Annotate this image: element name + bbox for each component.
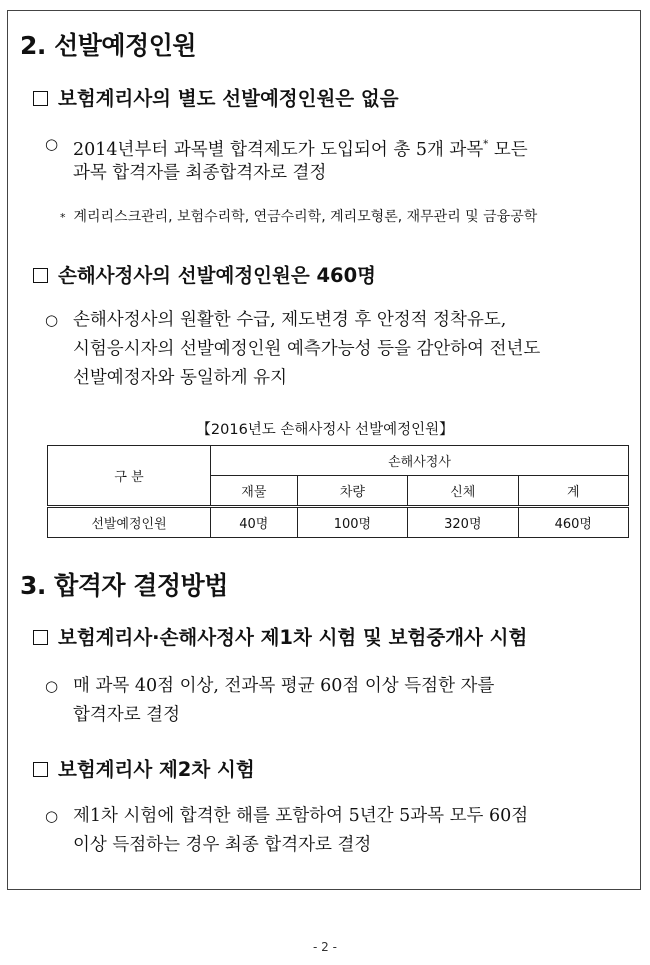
table-col-header: 계 — [518, 476, 628, 507]
table-cell: 320명 — [408, 507, 518, 538]
section-2-item-1-paragraph — [45, 130, 635, 190]
table-cell: 100명 — [297, 507, 407, 538]
selection-table — [47, 445, 629, 538]
heading-text: 보험계리사 제2차 시험 — [58, 758, 255, 781]
table-col-header: 재물 — [211, 476, 298, 507]
section-3-title: 3. 합격자 결정방법 — [20, 571, 228, 600]
table-cell: 460명 — [518, 507, 628, 538]
section-2-item-2-paragraph — [45, 306, 635, 396]
checkbox-square-icon — [33, 762, 48, 777]
section-3-item-1-heading — [33, 622, 527, 650]
circle-bullet-icon: ○ — [45, 311, 59, 329]
para-line: 매 과목 40점 이상, 전과목 평균 60점 이상 득점한 자를 — [73, 676, 495, 696]
para-line: 시험응시자의 선발예정인원 예측가능성 등을 감안하여 전년도 — [73, 339, 541, 359]
para-line: 이상 득점하는 경우 최종 합격자로 결정 — [73, 835, 372, 855]
heading-text: 보험계리사의 별도 선발예정인원은 없음 — [58, 87, 399, 110]
footnote-text: 계리리스크관리, 보험수리학, 연금수리학, 계리모형론, 재무관리 및 금융공학 — [73, 209, 538, 225]
checkbox-square-icon — [33, 268, 48, 283]
table-col-header: 차량 — [297, 476, 407, 507]
para-line: 2014년부터 과목별 합격제도가 도입되어 총 5개 과목 — [73, 140, 484, 160]
para-line: 제1차 시험에 합격한 해를 포함하여 5년간 5과목 모두 60점 — [73, 806, 529, 826]
table-header-left: 구 분 — [48, 446, 211, 507]
checkbox-square-icon — [33, 630, 48, 645]
footnote-star: * — [60, 211, 66, 224]
para-line-tail: 모든 — [488, 140, 528, 160]
footnote-mark: * — [483, 139, 489, 150]
table-header-group: 손해사정사 — [211, 446, 629, 476]
circle-bullet-icon: ○ — [45, 677, 59, 695]
section-3-item-2-paragraph — [45, 802, 635, 862]
circle-bullet-icon: ○ — [45, 807, 59, 825]
page-number: - 2 - — [313, 940, 337, 954]
para-line: 합격자로 결정 — [73, 705, 180, 725]
para-line: 손해사정사의 원활한 수급, 제도변경 후 안정적 정착유도, — [73, 310, 507, 330]
section-2-item-1-heading — [33, 83, 399, 111]
section-2-item-2-heading — [33, 260, 376, 288]
heading-text: 손해사정사의 선발예정인원은 460명 — [58, 264, 377, 287]
section-3-item-2-heading — [33, 754, 255, 782]
checkbox-square-icon — [33, 91, 48, 106]
table-cell: 40명 — [211, 507, 298, 538]
circle-bullet-icon: ○ — [45, 135, 59, 153]
para-line: 선발예정자와 동일하게 유지 — [73, 368, 287, 388]
section-2-title: 2. 선발예정인원 — [20, 31, 196, 60]
table-col-header: 신체 — [408, 476, 518, 507]
table-row-label: 선발예정인원 — [48, 507, 211, 538]
heading-text: 보험계리사·손해사정사 제1차 시험 및 보험중개사 시험 — [58, 626, 528, 649]
table-row — [48, 507, 629, 538]
para-line: 과목 합격자를 최종합격자로 결정 — [73, 163, 327, 183]
table-caption: 【2016년도 손해사정사 선발예정인원】 — [196, 422, 454, 438]
section-3-item-1-paragraph — [45, 672, 635, 732]
footnote — [60, 206, 537, 226]
